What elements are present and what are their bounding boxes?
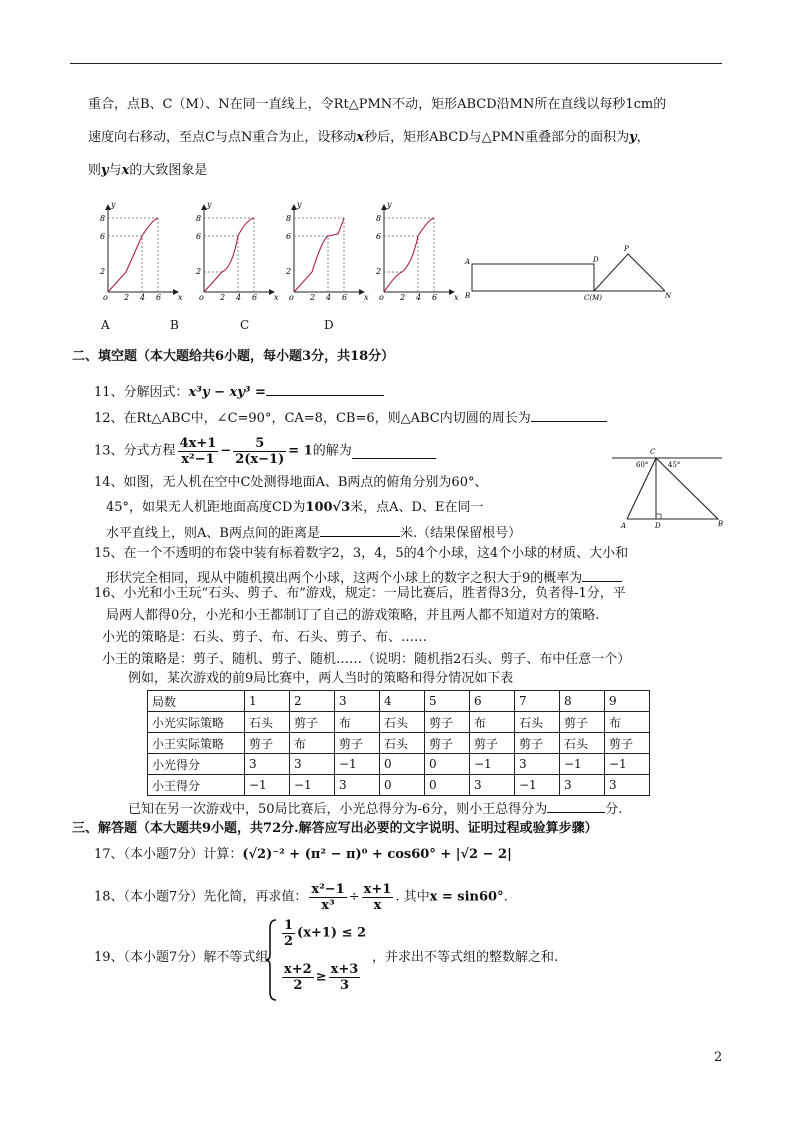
table-cell: 剪子 [605,733,650,754]
section-2-title: 二、填空题（本大题给共6小题，每小题3分，共18分） [72,349,395,364]
graph-c-tick-x6: 6 [342,293,348,302]
graph-a-tick-x6: 6 [156,293,162,302]
table-cell: 8 [560,691,605,712]
graph-a-origin: o [103,293,108,302]
table-row [148,712,650,733]
graph-b-tick-x2: 2 [220,293,226,302]
table-cell: 剪子 [470,733,515,754]
table-cell: 小王实际策略 [148,733,245,754]
table-cell: −1 [335,754,380,775]
option-a: A [101,318,110,332]
graph-b [195,200,279,302]
table-cell: 7 [515,691,560,712]
graph-a-x-label: x [178,293,183,302]
table-cell: 剪子 [425,733,470,754]
q12: 12、在Rt△ABC中，∠C=90°，CA=8，CB=6，则△ABC内切圆的周长为 [94,407,607,429]
table-cell: 石头 [245,712,290,733]
q14-line-2: 45°，如果无人机距地面高度CD为100√3米，点A、D、E在同一 [106,500,484,515]
intro-line-2: 速度向右移动，至点C与点N重合为止，设移动x秒后，矩形ABCD与△PMN重叠部分的面积为y， [88,130,650,145]
table-cell: 小光实际策略 [148,712,245,733]
q11: 11、分解因式：x³y − xy³ = [94,381,384,403]
label-CM: C(M) [584,294,602,302]
table-cell: 3 [335,775,380,796]
graph-b-tick-8: 8 [196,214,202,223]
intro-line-1: 重合，点B、C（M）、N在同一直线上，令Rt△PMN不动，矩形ABCD沿MN所在直线以每秒1cm的 [88,97,667,112]
graph-b-origin: o [199,293,204,302]
table-cell: 石头 [515,712,560,733]
table-row [148,733,650,754]
label-B: B [465,292,471,300]
header-rule [70,63,722,64]
q19-row-2: $\frac{x+2}{2}$ ≥ $\frac{x+3}{3}$ [284,962,359,993]
table-cell: 3 [515,754,560,775]
graph-c-tick-x2: 2 [310,293,316,302]
table-row [148,691,650,712]
q13-frac-2: $\frac{5}{2(x-1)}$ [235,436,285,467]
label-P: P [624,245,629,253]
q14-line-3: 水平直线上，则A、B两点间的距离是 米.（结果保留根号） [106,522,521,544]
table-cell: 小光得分 [148,754,245,775]
q19-text: 19、（本小题7分）解不等式组 [94,950,269,965]
graph-a-tick-2: 2 [100,267,106,276]
table-cell: 6 [470,691,515,712]
graph-a-tick-8: 8 [100,214,106,223]
graph-d-tick-x2: 2 [400,293,406,302]
table-cell: −1 [290,775,335,796]
graph-d-y-label: y [387,200,392,209]
table-cell: 剪子 [290,712,335,733]
table-cell: 9 [605,691,650,712]
option-c: C [240,318,250,332]
q16-line-6: 已知在另一次游戏中，50局比赛后，小光总得分为-6分，则小王总得分为 分. [128,798,622,820]
q15-line-2: 形状完全相同，现从中随机摸出两个小球，这两个小球上的数字之积大于9的概率为 [106,567,622,589]
graph-a [99,200,183,302]
table-cell: 剪子 [245,733,290,754]
table-cell: 1 [245,691,290,712]
angle-45: 45° [668,461,681,469]
graph-b-tick-2: 2 [196,267,202,276]
graph-d-tick-6: 6 [376,232,382,241]
graph-d [375,200,459,302]
graph-b-tick-x4: 4 [236,293,242,302]
table-cell: 剪子 [515,733,560,754]
page-number: 2 [714,1050,723,1065]
table-cell: 小王得分 [148,775,245,796]
table-cell: 3 [290,754,335,775]
intro-line-3: 则y与x的大致图象是 [88,163,208,178]
table-cell: 布 [290,733,335,754]
q13: 13、分式方程 $\frac{4x+1}{\text{x²−1}}$ − $\frac{5}{2(x-1)}$ = 1的解为 [94,436,436,467]
graph-a-tick-x4: 4 [140,293,146,302]
label-B: B [718,520,724,528]
q17: 17、（本小题7分）计算：(√2)⁻² + (π² − π)⁰ + cos60° + |√2 − 2| [94,847,512,862]
graph-d-tick-8: 8 [376,214,382,223]
figure-rectangle-triangle [460,242,680,304]
table-row [148,754,650,775]
label-D: D [655,522,661,530]
table-cell: 局数 [148,691,245,712]
table-cell: 3 [245,754,290,775]
table-cell: 2 [290,691,335,712]
graph-d-tick-x4: 4 [416,293,422,302]
q16-line-5: 例如，某次游戏的前9局比赛中，两人当时的策略和得分情况如下表 [128,671,514,686]
graph-d-tick-x6: 6 [432,293,438,302]
table-cell: 布 [605,712,650,733]
graph-b-x-label: x [274,293,279,302]
q18: 18、（本小题7分）先化简，再求值： $\frac{\text{x²−1}}{\text{x³}}$ ÷ $\frac{x+1}{x}$ . 其中x = sin60°. [94,882,508,913]
graph-b-tick-x6: 6 [252,293,258,302]
graph-c-tick-8: 8 [286,214,292,223]
table-cell: −1 [515,775,560,796]
table-cell: 石头 [380,712,425,733]
table-cell: 0 [425,775,470,796]
label-D: D [593,256,599,264]
graph-a-tick-6: 6 [100,232,106,241]
graph-c-x-label: x [364,293,369,302]
table-cell: −1 [605,754,650,775]
option-b: B [170,318,179,332]
q18-frac-2: $\frac{x+1}{x}$ [363,882,392,913]
figure-drone-triangle [612,444,732,530]
table-cell: 布 [335,712,380,733]
graph-d-x-label: x [454,293,459,302]
table-row [148,775,650,796]
q18-frac-1: $\frac{\text{x²−1}}{\text{x³}}$ [311,882,345,913]
section-3-title: 三、解答题（本大题共9小题，共72分.解答应写出必要的文字说明、证明过程或验算步骤） [72,821,598,836]
table-cell: 石头 [380,733,425,754]
table-cell: −1 [245,775,290,796]
graph-b-tick-6: 6 [196,232,202,241]
graph-c-y-label: y [297,200,302,209]
graph-c-tick-2: 2 [286,267,292,276]
graph-b-y-label: y [207,200,212,209]
graph-c-tick-6: 6 [286,232,292,241]
table-cell: 0 [425,754,470,775]
table-cell: 5 [425,691,470,712]
graph-d-origin: o [379,293,384,302]
table-cell: 布 [470,712,515,733]
table-cell: −1 [560,754,605,775]
table-cell: 剪子 [335,733,380,754]
q19-brace [266,918,278,1002]
q19-tail: ，并求出不等式组的整数解之和. [372,950,559,965]
label-A: A [621,522,627,530]
label-C: C [650,448,656,456]
option-d: D [324,318,334,332]
answer-graphs [96,200,476,305]
table-cell: 3 [335,691,380,712]
game-table [147,690,650,796]
table-cell: 4 [380,691,425,712]
table-cell: 3 [560,775,605,796]
graph-c-origin: o [289,293,294,302]
graph-c [285,200,369,302]
q14-line-1: 14、如图，无人机在空中C处测得地面A、B两点的俯角分别为60°、 [94,475,488,490]
label-A: A [465,258,471,266]
table-cell: 3 [605,775,650,796]
q16-line-2: 局两人都得0分，小光和小王都制订了自己的游戏策略，并且两人都不知道对方的策略. [106,608,600,623]
q19-row-1: $\frac{1}{2}$ (x+1) ≤ 2 [284,918,367,949]
q16-line-1: 16、小光和小王玩“石头、剪子、布”游戏，规定：一局比赛后，胜者得3分，负者得-1分，平 [94,586,626,601]
table-cell: 0 [380,775,425,796]
label-N: N [665,292,672,300]
graph-c-tick-x4: 4 [326,293,332,302]
table-cell: 0 [380,754,425,775]
q15-line-1: 15、在一个不透明的布袋中装有标着数字2，3，4，5的4个小球，这4个小球的材质、大小和 [94,546,629,561]
q13-frac-1: $\frac{4x+1}{\text{x²−1}}$ [179,436,217,467]
q16-line-3: 小光的策略是：石头、剪子、布、石头、剪子、布、…… [102,630,428,645]
table-cell: −1 [470,754,515,775]
table-cell: 3 [470,775,515,796]
angle-60: 60° [636,461,649,469]
table-cell: 剪子 [425,712,470,733]
table-cell: 剪子 [560,712,605,733]
graph-a-y-label: y [111,200,116,209]
table-cell: 石头 [560,733,605,754]
q16-line-4: 小王的策略是：剪子、随机、剪子、随机……（说明：随机指2石头、剪子、布中任意一个） [102,652,631,667]
graph-d-tick-2: 2 [376,267,382,276]
graph-a-tick-x2: 2 [124,293,130,302]
